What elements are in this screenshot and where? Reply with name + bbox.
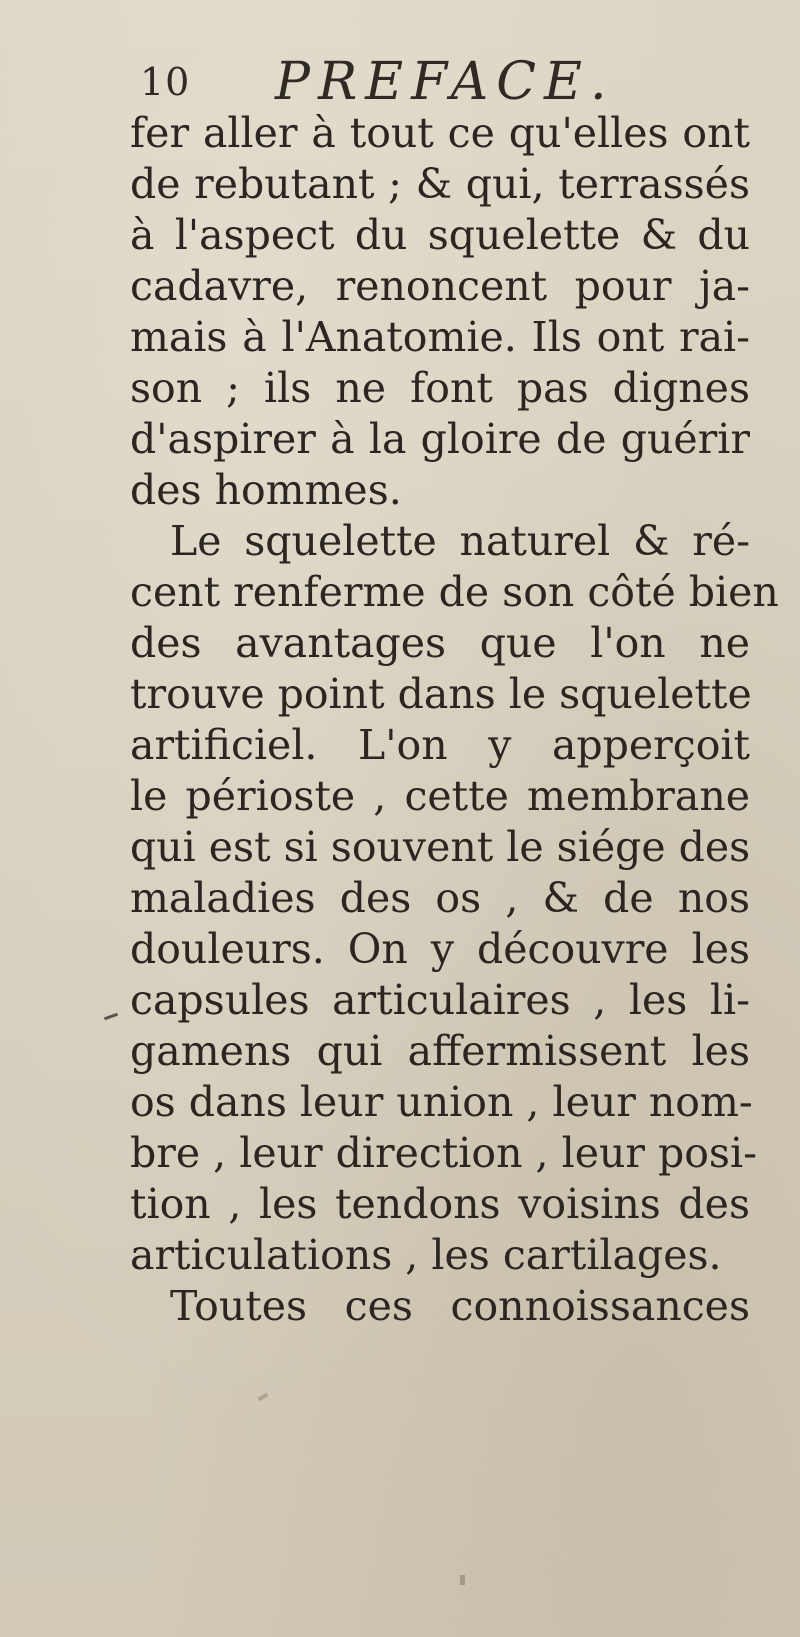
- text-line: cent renferme de son côté bien: [130, 568, 779, 616]
- text-line: douleurs. On y découvre les: [130, 925, 750, 973]
- running-title: PREFACE.: [275, 52, 615, 112]
- margin-mark: [104, 1013, 118, 1021]
- text-line: fer aller à tout ce qu'elles ont: [130, 109, 750, 157]
- text-line: articulations , les cartilages.: [130, 1231, 722, 1279]
- text-line: bre , leur direction , leur posi-: [130, 1129, 757, 1177]
- text-line: mais à l'Anatomie. Ils ont rai-: [130, 313, 750, 361]
- text-line: des avantages que l'on ne: [130, 619, 750, 667]
- text-line: d'aspirer à la gloire de guérir: [130, 415, 750, 463]
- paragraph-start: Le squelette naturel & ré-: [170, 517, 750, 565]
- text-line: capsules articulaires , les li-: [130, 976, 750, 1024]
- ink-speck: [258, 1393, 269, 1401]
- page-number: 10: [140, 60, 191, 104]
- text-line: maladies des os , & de nos: [130, 874, 750, 922]
- text-line: gamens qui affermissent les: [130, 1027, 750, 1075]
- text-line: de rebutant ; & qui, terrassés: [130, 160, 750, 208]
- text-line: des hommes.: [130, 466, 402, 514]
- paragraph-start: Toutes ces connoissances: [170, 1282, 750, 1330]
- text-line: le périoste , cette membrane: [130, 772, 750, 820]
- text-line: artificiel. L'on y apperçoit: [130, 721, 750, 769]
- body-text: [130, 108, 779, 1332]
- page-header: [0, 52, 800, 112]
- ink-speck: [460, 1575, 465, 1585]
- text-line: os dans leur union , leur nom-: [130, 1078, 753, 1126]
- text-line: cadavre, renoncent pour ja-: [130, 262, 750, 310]
- text-line: trouve point dans le squelette: [130, 670, 752, 718]
- text-line: son ; ils ne font pas dignes: [130, 364, 750, 412]
- text-line: qui est si souvent le siége des: [130, 823, 751, 871]
- text-line: tion , les tendons voisins des: [130, 1180, 750, 1228]
- text-line: à l'aspect du squelette & du: [130, 211, 750, 259]
